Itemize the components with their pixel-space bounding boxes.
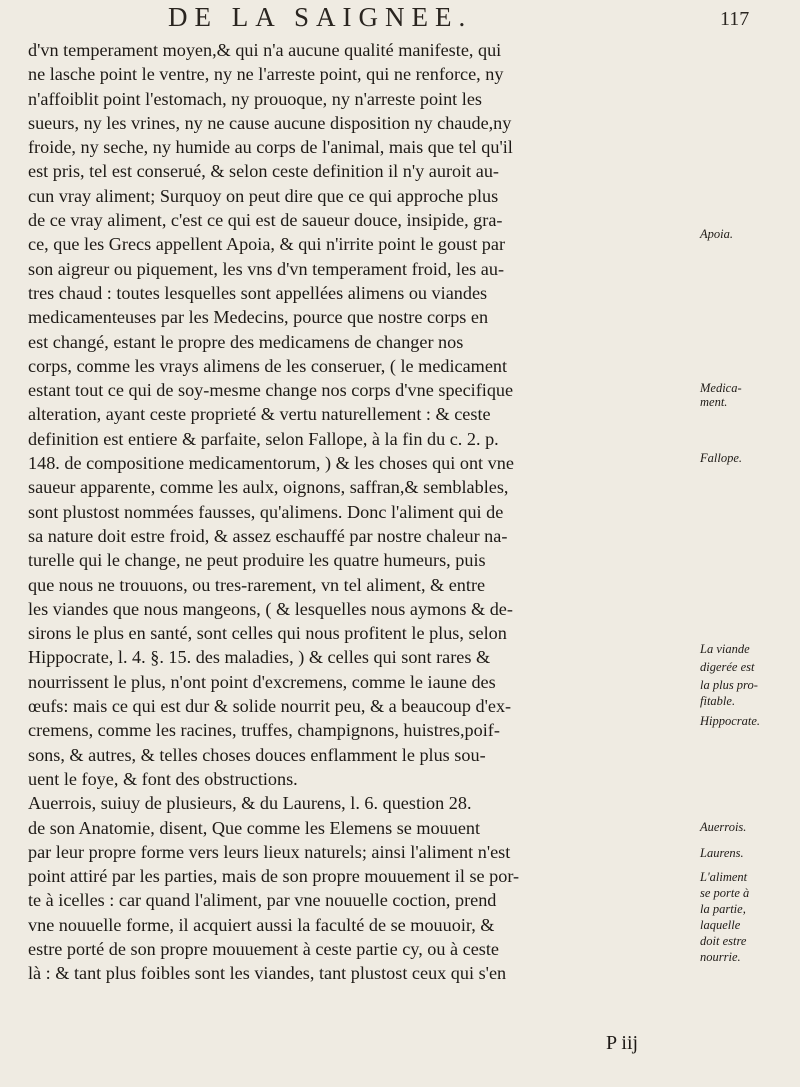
text-line: sa nature doit estre froid, & assez eschauffé par nostre chaleur na- bbox=[28, 525, 508, 546]
page-header bbox=[0, 2, 800, 36]
text-line: turelle qui le change, ne peut produire les quatre humeurs, puis bbox=[28, 550, 486, 571]
text-line: definition est entiere & parfaite, selon Fallope, à la fin du c. 2. p. bbox=[28, 428, 499, 449]
margin-note: Apoia. bbox=[700, 227, 733, 241]
text-line: là : & tant plus foibles sont les viandes, tant plustost ceux qui s'en bbox=[28, 963, 507, 984]
text-line: uent le foye, & font des obstructions. bbox=[28, 768, 298, 789]
text-line: d'vn temperament moyen,& qui n'a aucune qualité manifeste, qui bbox=[28, 40, 502, 60]
margin-note: L'aliment bbox=[700, 870, 748, 884]
margin-note: digerée est bbox=[700, 660, 755, 674]
margin-note: fitable. bbox=[700, 694, 736, 708]
text-line: sons, & autres, & telles choses douces enflamment le plus sou- bbox=[28, 744, 486, 765]
text-line: que nous ne trouuons, ou tres-rarement, vn tel aliment, & entre bbox=[28, 574, 486, 595]
margin-note: doit estre bbox=[700, 934, 747, 948]
text-line: vne nouuelle forme, il acquiert aussi la faculté de se mouuoir, & bbox=[28, 914, 495, 935]
text-line: estre porté de son propre mouuement à ceste partie cy, ou à ceste bbox=[28, 938, 499, 959]
text-line: nourrissent le plus, n'ont point d'excremens, comme le iaune des bbox=[28, 671, 496, 692]
margin-note: laquelle bbox=[700, 918, 741, 932]
text-line: te à icelles : car quand l'aliment, par vne nouuelle coction, prend bbox=[28, 890, 497, 911]
text-line: medicamenteuses par les Medecins, pource que nostre corps en bbox=[28, 307, 489, 328]
margin-note: Medica- bbox=[700, 381, 742, 395]
text-line: cremens, comme les racines, truffes, champignons, huistres,poif- bbox=[28, 720, 500, 741]
text-line: point attiré par les parties, mais de son propre mouuement il se por- bbox=[28, 866, 520, 887]
margin-note: Hippocrate. bbox=[700, 714, 761, 728]
text-line: sirons le plus en santé, sont celles qui nous profitent le plus, selon bbox=[28, 623, 507, 644]
text-line: de son Anatomie, disent, Que comme les Elemens se mouuent bbox=[28, 817, 481, 838]
signature-mark: P iij bbox=[606, 1032, 639, 1054]
text-line: ce, que les Grecs appellent Apoia, & qui n'irrite point le goust par bbox=[28, 234, 506, 255]
text-line: estant tout ce qui de soy-mesme change nos corps d'vne specifique bbox=[28, 380, 514, 401]
margin-note: La viande bbox=[700, 642, 750, 656]
margin-note: Fallope. bbox=[700, 451, 743, 465]
text-line: est changé, estant le propre des medicamens de changer nos bbox=[28, 331, 464, 352]
text-line: corps, comme les vrays alimens de les conseruer, ( le medicament bbox=[28, 355, 508, 376]
text-line: n'affoiblit point l'estomach, ny prouoque, ny n'arreste point les bbox=[28, 88, 482, 109]
text-line: tres chaud : toutes lesquelles sont appellées alimens ou viandes bbox=[28, 282, 488, 303]
text-line: Auerrois, suiuy de plusieurs, & du Laurens, l. 6. question 28. bbox=[28, 793, 472, 814]
margin-note: Laurens. bbox=[700, 846, 744, 860]
text-line: son aigreur ou piquement, les vns d'vn temperament froid, les au- bbox=[28, 258, 505, 279]
margin-note: la plus pro- bbox=[700, 678, 758, 692]
text-line: froide, ny seche, ny humide au corps de l'animal, mais que tel qu'il bbox=[28, 137, 513, 158]
text-line: 148. de compositione medicamentorum, ) & les choses qui ont vne bbox=[28, 453, 514, 474]
text-line: de ce vray aliment, c'est ce qui est de saueur douce, insipide, gra- bbox=[28, 210, 503, 231]
text-line: les viandes que nous mangeons, ( & lesquelles nous aymons & de- bbox=[28, 598, 513, 619]
margin-note: la partie, bbox=[700, 902, 746, 916]
margin-note: ment. bbox=[700, 395, 728, 409]
text-line: ne lasche point le ventre, ny ne l'arreste point, qui ne renforce, ny bbox=[28, 64, 504, 85]
text-line: alteration, ayant ceste proprieté & vertu naturellement : & ceste bbox=[28, 404, 491, 425]
text-line: saueur apparente, comme les aulx, oignons, saffran,& semblables, bbox=[28, 477, 509, 498]
text-line: est pris, tel est conserué, & selon ceste definition il n'y auroit au- bbox=[28, 161, 499, 182]
text-line: cun vray aliment; Surquoy on peut dire que ce qui approche plus bbox=[28, 185, 499, 206]
text-line: œufs: mais ce qui est dur & solide nourrit peu, & a beaucoup d'ex- bbox=[28, 696, 512, 717]
text-line: sueurs, ny les vrines, ny ne cause aucune disposition ny chaude,ny bbox=[28, 112, 512, 133]
main-text-block bbox=[28, 38, 718, 986]
margin-note: nourrie. bbox=[700, 950, 741, 964]
text-line: par leur propre forme vers leurs lieux naturels; ainsi l'aliment n'est bbox=[28, 841, 511, 862]
margin-note: se porte à bbox=[700, 886, 750, 900]
margin-note: Auerrois. bbox=[700, 820, 747, 834]
text-line: Hippocrate, l. 4. §. 15. des maladies, ) & celles qui sont rares & bbox=[28, 647, 491, 668]
running-title: DE LA SAIGNEE. bbox=[168, 2, 473, 32]
text-line: sont plustost nommées fausses, qu'alimens. Donc l'aliment qui de bbox=[28, 501, 504, 522]
page-number: 117 bbox=[720, 8, 750, 30]
